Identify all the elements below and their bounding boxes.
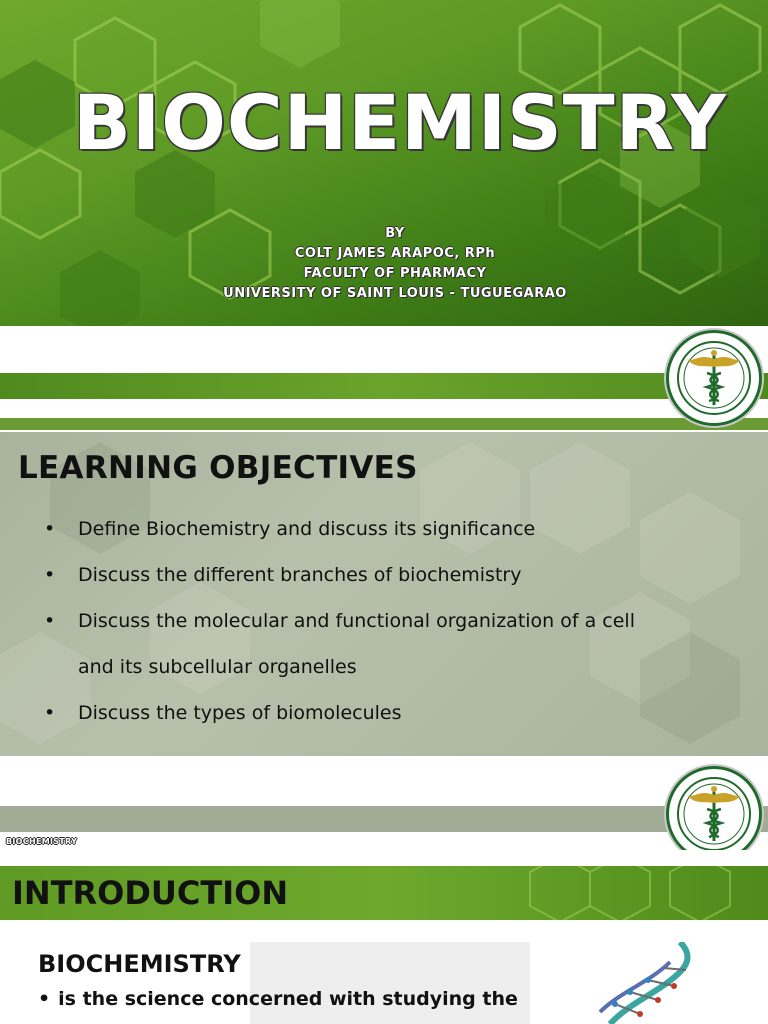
introduction-title: INTRODUCTION: [12, 874, 289, 912]
title-slide: [0, 0, 768, 430]
decorative-stripe: [0, 806, 768, 832]
definition-text: [38, 988, 518, 1010]
decorative-stripe: [0, 418, 768, 430]
school-seal-icon: [666, 330, 762, 426]
objective-text: Discuss the types of biomolecules: [78, 702, 402, 724]
introduction-slide: [0, 866, 768, 1024]
byline-author: COLT JAMES ARAPOC, RPh: [294, 246, 496, 261]
byline-university: UNIVERSITY OF SAINT LOUIS - TUGUEGARAO: [223, 286, 567, 301]
byline-by: BY: [385, 226, 405, 241]
list-item-continuation: [44, 644, 734, 690]
objective-text: Discuss the different branches of biochemistry: [78, 564, 522, 586]
list-item: [44, 552, 734, 598]
objectives-panel: [0, 432, 768, 756]
objective-text: Define Biochemistry and discuss its significance: [78, 518, 536, 540]
bullet: •: [44, 564, 56, 586]
biochemistry-subheading: BIOCHEMISTRY: [38, 950, 241, 978]
byline-faculty: FACULTY OF PHARMACY: [303, 266, 487, 281]
list-item: [44, 690, 734, 736]
school-seal-icon: [666, 766, 762, 850]
objective-text: Discuss the molecular and functional organization of a cell: [78, 610, 635, 632]
list-item: [44, 598, 734, 644]
image-placeholder: [250, 942, 530, 1024]
definition-line: is the science concerned with studying the: [58, 988, 518, 1010]
introduction-header-bar: [0, 866, 768, 920]
bullet: •: [44, 518, 56, 540]
author-byline: [0, 224, 768, 304]
presentation-title: BIOCHEMISTRY: [73, 78, 727, 167]
bullet: •: [44, 702, 56, 724]
decorative-stripe: [0, 373, 768, 399]
bullet: •: [44, 610, 56, 632]
dna-helix-icon: [540, 942, 744, 1024]
objectives-list: [44, 506, 734, 736]
footer-label: BIOCHEMISTRY: [6, 837, 78, 846]
objective-text: and its subcellular organelles: [78, 656, 357, 678]
list-item: [44, 506, 734, 552]
bullet: •: [38, 988, 51, 1010]
objectives-slide: [0, 432, 768, 850]
title-banner: [0, 0, 768, 326]
objectives-heading: LEARNING OBJECTIVES: [18, 450, 418, 486]
